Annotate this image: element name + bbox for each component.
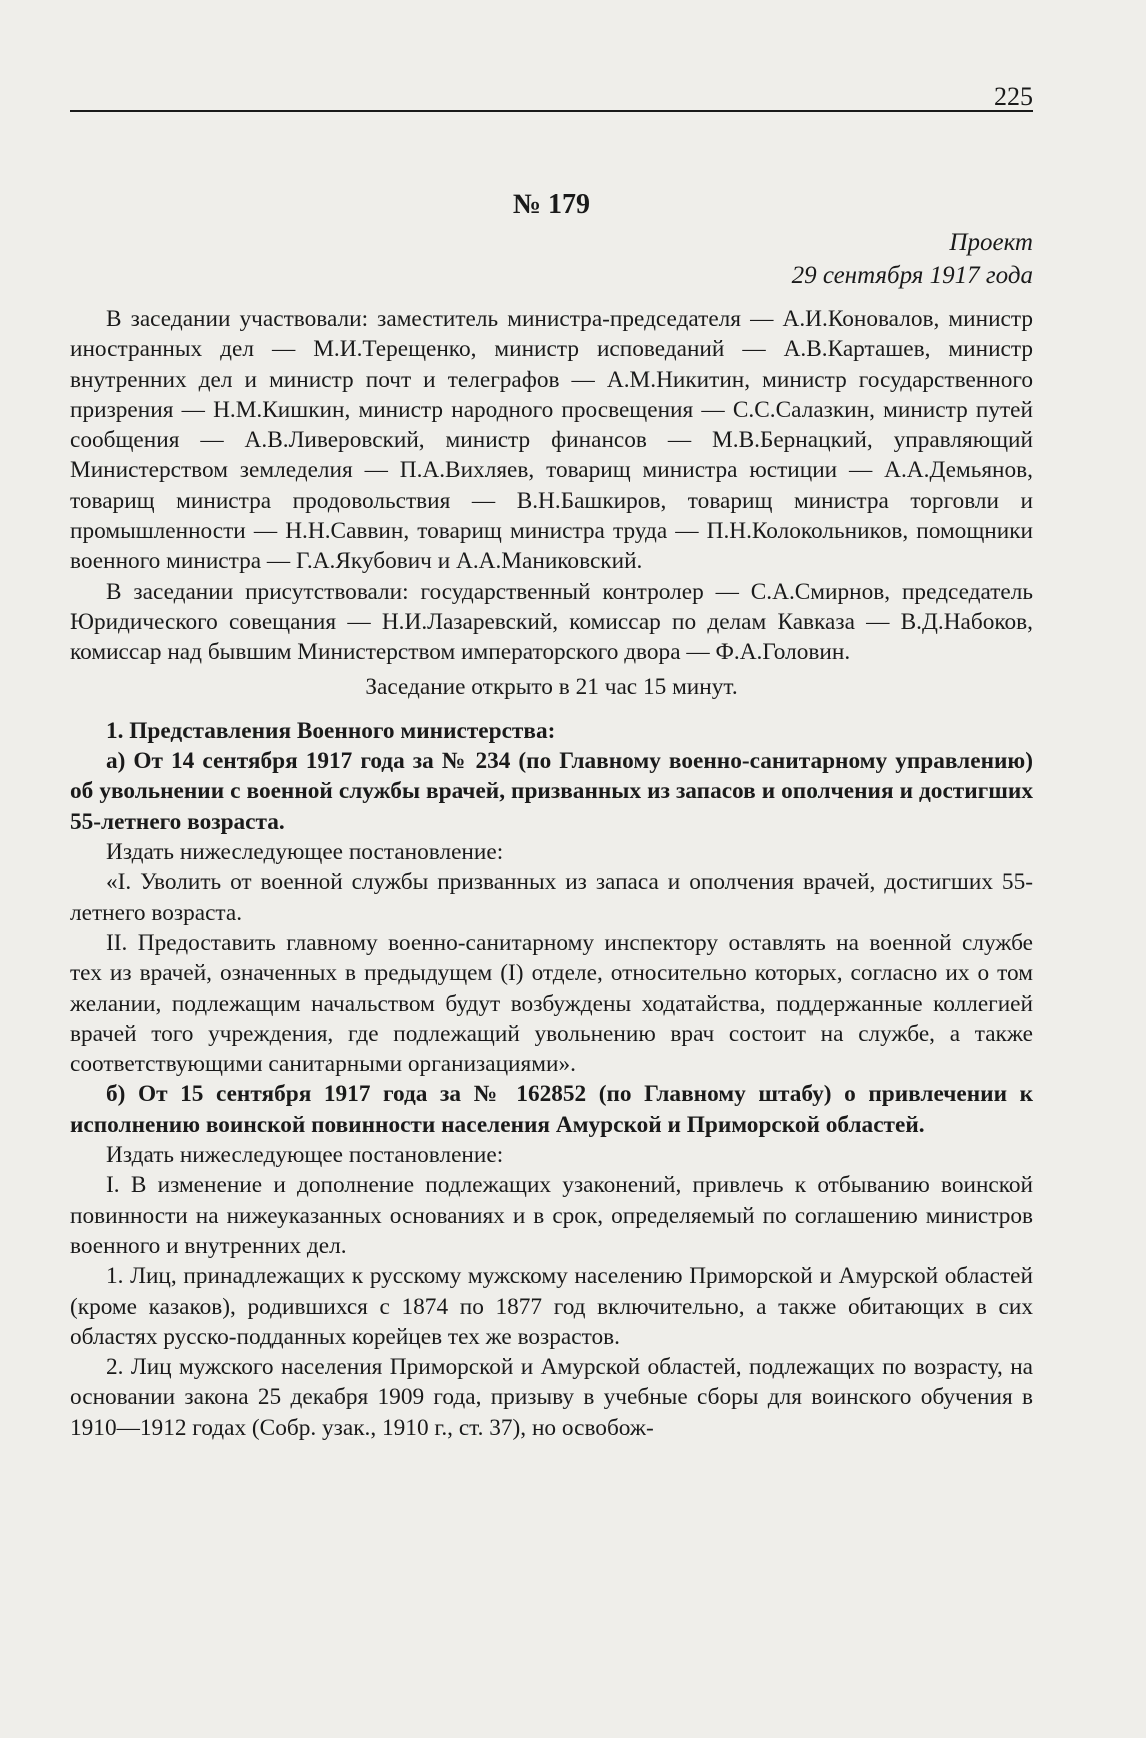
item-b-heading: б) От 15 сентября 1917 года за № 162852 (по Главному штабу) о привлечении к исполнению воинской повинности населения Амурской и Приморской областей.: [70, 1081, 1033, 1138]
document-number: № 179: [512, 189, 591, 220]
page-number: 225: [994, 82, 1033, 111]
item-a-heading: а) От 14 сентября 1917 года за № 234 (по Главному военно-санитарному управлению) об увольнении с военной службы врачей, призванных из запасов и ополчения и достигших 55-летнего возраста.: [70, 748, 1033, 835]
document-date: 29 сентября 1917 года: [791, 262, 1033, 289]
present-paragraph: В заседании присутствовали: государственный контролер — С.А.Смирнов, председатель Юридического совещания — Н.И.Лазаревский, комиссар по делам Кавказа — В.Д.Набоков, комиссар над бывшим Министерством императорского двора — Ф.А.Головин.: [70, 578, 1033, 666]
document-body: [70, 188, 1033, 1443]
item-b-sub-1: 1. Лиц, принадлежащих к русскому мужскому населению Приморской и Амурской областей (кроме казаков), родившихся с 1874 по 1877 год включительно, а также обитающих в сих областях русско-подданных корейцев тех же возрастов.: [70, 1263, 1033, 1350]
section-1-heading: 1. Представления Военного министерства:: [106, 717, 556, 744]
item-a-point-1: «I. Уволить от военной службы призванных из запаса и ополчения врачей, достигших 55-летнего возраста.: [70, 869, 1033, 926]
item-a-issue: Издать нижеследующее постановление:: [106, 839, 504, 866]
participants-paragraph: В заседании участвовали: заместитель министра-председателя — А.И.Коновалов, министр иностранных дел — М.И.Терещенко, министр исповеданий — А.В.Карташев, министр внутренних дел и министр почт и телеграфов — А.М.Никитин, министр государственного призрения — Н.М.Кишкин, министр народного просвещения — С.С.Салазкин, министр путей сообщения — А.В.Ливеровский, министр финансов — М.В.Бернацкий, управляющий Министерством земледелия — П.А.Вихляев, товарищ министра юстиции — А.А.Демьянов, товарищ министра продовольствия — В.Н.Башкиров, товарищ министра торговли и промышленности — Н.Н.Саввин, товарищ министра труда — П.Н.Колокольников, помощники военного министра — Г.А.Якубович и А.А.Маниковский.: [70, 306, 1033, 575]
item-b-point-1: I. В изменение и дополнение подлежащих узаконений, привлечь к отбыванию воинской повинности на нижеуказанных основаниях и в срок, определяемый по соглашению министров военного и внутренних дел.: [70, 1172, 1033, 1259]
session-opened: Заседание открыто в 21 час 15 минут.: [365, 673, 738, 700]
item-a-point-2: II. Предоставить главному военно-санитарному инспектору оставлять на военной службе тех из врачей, означенных в предыдущем (I) отделе, относительно которых, согласно их о том желании, подлежащим начальством будут возбуждены ходатайства, поддержанные коллегией врачей того учреждения, где подлежащий увольнению врач состоит на службе, а также соответствующими санитарными организациями».: [70, 929, 1033, 1078]
header-rule: [70, 110, 1033, 112]
item-b-issue: Издать нижеследующее постановление:: [106, 1142, 504, 1169]
item-b-sub-2: 2. Лиц мужского населения Приморской и Амурской областей, подлежащих по возрасту, на основании закона 25 декабря 1909 года, призыву в учебные сборы для воинского обучения в 1910—1912 годах (Собр. узак., 1910 г., ст. 37), но освобож-: [70, 1354, 1033, 1441]
document-status: Проект: [949, 229, 1033, 256]
